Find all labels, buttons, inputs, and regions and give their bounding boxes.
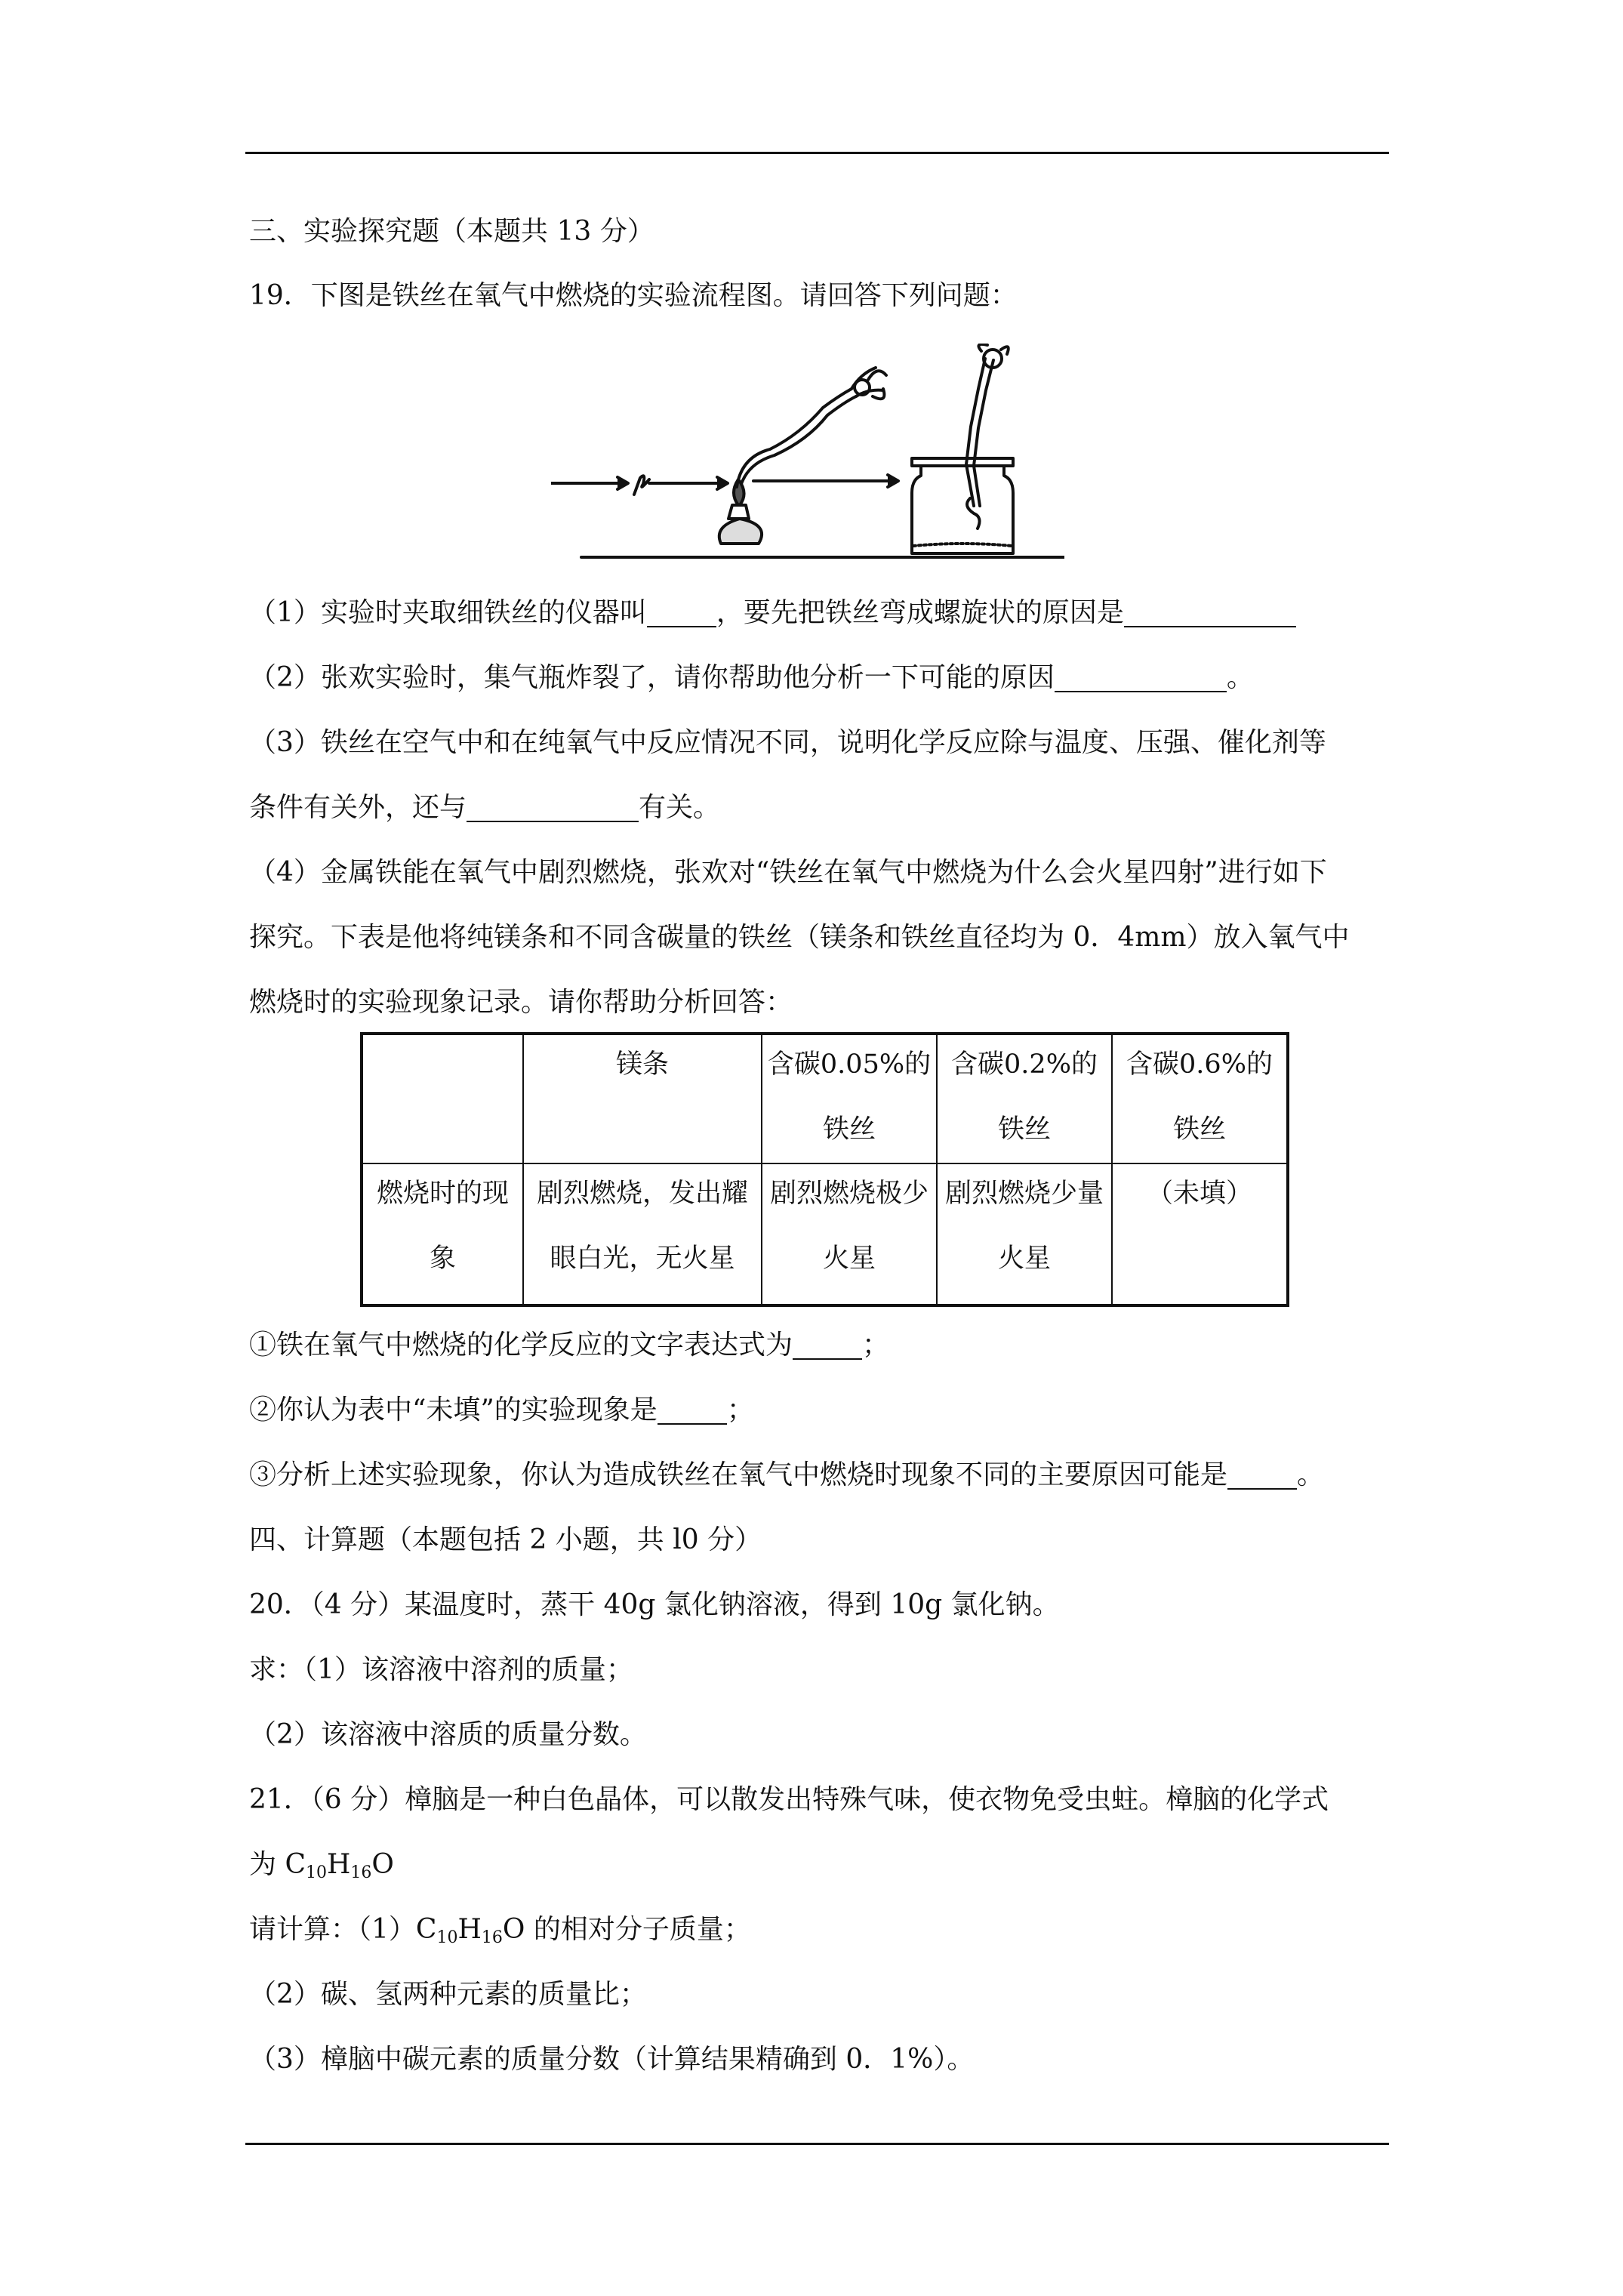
question-21-stem: 21．（6 分）樟脑是一种白色晶体，可以散发出特殊气味，使衣物免受虫蛀。樟脑的化学式 <box>249 1784 1329 1815</box>
section4-title: 四、计算题（本题包括 2 小题，共 l0 分） <box>249 1524 762 1555</box>
sub2-text-b: ； <box>726 1395 754 1425</box>
question-19-stem: 19．下图是铁丝在氧气中燃烧的实验流程图。请回答下列问题： <box>249 280 1018 311</box>
answer-blank-6[interactable] <box>658 1396 727 1425</box>
sub-question-2 <box>249 1394 754 1427</box>
experiment-table <box>360 1032 1289 1307</box>
table-cell: 燃烧时的现象 <box>362 1163 523 1305</box>
answer-blank-4[interactable] <box>467 794 639 822</box>
answer-blank-1[interactable] <box>647 599 716 627</box>
question-21-ask3: （3）樟脑中碳元素的质量分数（计算结果精确到 0．1%）。 <box>249 2044 975 2075</box>
answer-blank-2[interactable] <box>1124 599 1296 627</box>
sub3-text-b: 。 <box>1297 1459 1325 1490</box>
question-19-part4-line3: 燃烧时的实验现象记录。请你帮助分析回答： <box>249 987 793 1018</box>
section3-title: 三、实验探究题（本题共 13 分） <box>249 216 654 247</box>
part3-text-b: 条件有关外，还与 <box>249 792 467 823</box>
part1-text-b: ，要先把铁丝弯成螺旋状的原因是 <box>716 597 1124 628</box>
answer-blank-5[interactable] <box>793 1331 862 1360</box>
question-21-formula: 为 $C_{10}H_{16}O$ <box>249 1849 394 1882</box>
sub1-text-b: ； <box>862 1330 890 1361</box>
table-cell: （未填） <box>1112 1163 1288 1305</box>
table-header-cell: 镁条 <box>523 1034 762 1163</box>
table-cell: 剧烈燃烧，发出耀眼白光，无火星 <box>523 1163 762 1305</box>
answer-blank-3[interactable] <box>1055 664 1227 692</box>
table-header-cell: 含碳0.05%的铁丝 <box>762 1034 937 1163</box>
part2-text-a: （2）张欢实验时，集气瓶炸裂了，请你帮助他分析一下可能的原因 <box>249 662 1055 693</box>
question-19-part3-line2 <box>249 791 720 824</box>
bottom-rule <box>245 2143 1389 2145</box>
table-header-cell: 含碳0.6%的铁丝 <box>1112 1034 1288 1163</box>
question-21-ask1: 请计算：$(1)C_{10}H_{16}O$ 的相对分子质量； <box>249 1914 751 1947</box>
question-19-part1 <box>249 596 1296 630</box>
part3-text-c: 有关。 <box>639 792 721 823</box>
question-20-ask1: 求：（1）该溶液中溶剂的质量； <box>249 1654 633 1685</box>
question-21-ask2: （2）碳、氢两种元素的质量比； <box>249 1979 647 2010</box>
sub-question-1 <box>249 1329 889 1362</box>
sub-question-3 <box>249 1459 1324 1492</box>
sub3-text-a: ③分析上述实验现象，你认为造成铁丝在氧气中燃烧时现象不同的主要原因可能是 <box>249 1459 1228 1490</box>
iron-wire-experiment-diagram <box>551 344 1064 570</box>
sub2-text-a: ②你认为表中“未填”的实验现象是 <box>249 1395 658 1425</box>
part2-text-b: 。 <box>1226 662 1254 693</box>
table-header-cell: 含碳0.2%的铁丝 <box>937 1034 1112 1163</box>
question-19-part3-line1: （3）铁丝在空气中和在纯氧气中反应情况不同，说明化学反应除与温度、压强、催化剂等 <box>249 727 1326 758</box>
table-cell: 剧烈燃烧极少火星 <box>762 1163 937 1305</box>
part1-text-a: （1）实验时夹取细铁丝的仪器叫 <box>249 597 647 628</box>
question-19-part2 <box>249 661 1254 695</box>
question-20-ask2: （2）该溶液中溶质的质量分数。 <box>249 1719 647 1750</box>
question-20-stem: 20．（4 分）某温度时，蒸干 40g 氯化钠溶液，得到 10g 氯化钠。 <box>249 1589 1060 1620</box>
question-19-part4-line1: （4）金属铁能在氧气中剧烈燃烧，张欢对“铁丝在氧气中燃烧为什么会火星四射”进行如下 <box>249 857 1327 888</box>
table-row <box>362 1163 1288 1305</box>
table-header-row <box>362 1034 1288 1163</box>
table-cell: 剧烈燃烧少量火星 <box>937 1163 1112 1305</box>
top-rule <box>245 152 1389 154</box>
sub1-text-a: ①铁在氧气中燃烧的化学反应的文字表达式为 <box>249 1330 793 1361</box>
table-header-cell <box>362 1034 523 1163</box>
question-19-part4-line2: 探究。下表是他将纯镁条和不同含碳量的铁丝（镁条和铁丝直径均为 0．4mm）放入氧气中 <box>249 922 1350 953</box>
answer-blank-7[interactable] <box>1227 1461 1297 1490</box>
